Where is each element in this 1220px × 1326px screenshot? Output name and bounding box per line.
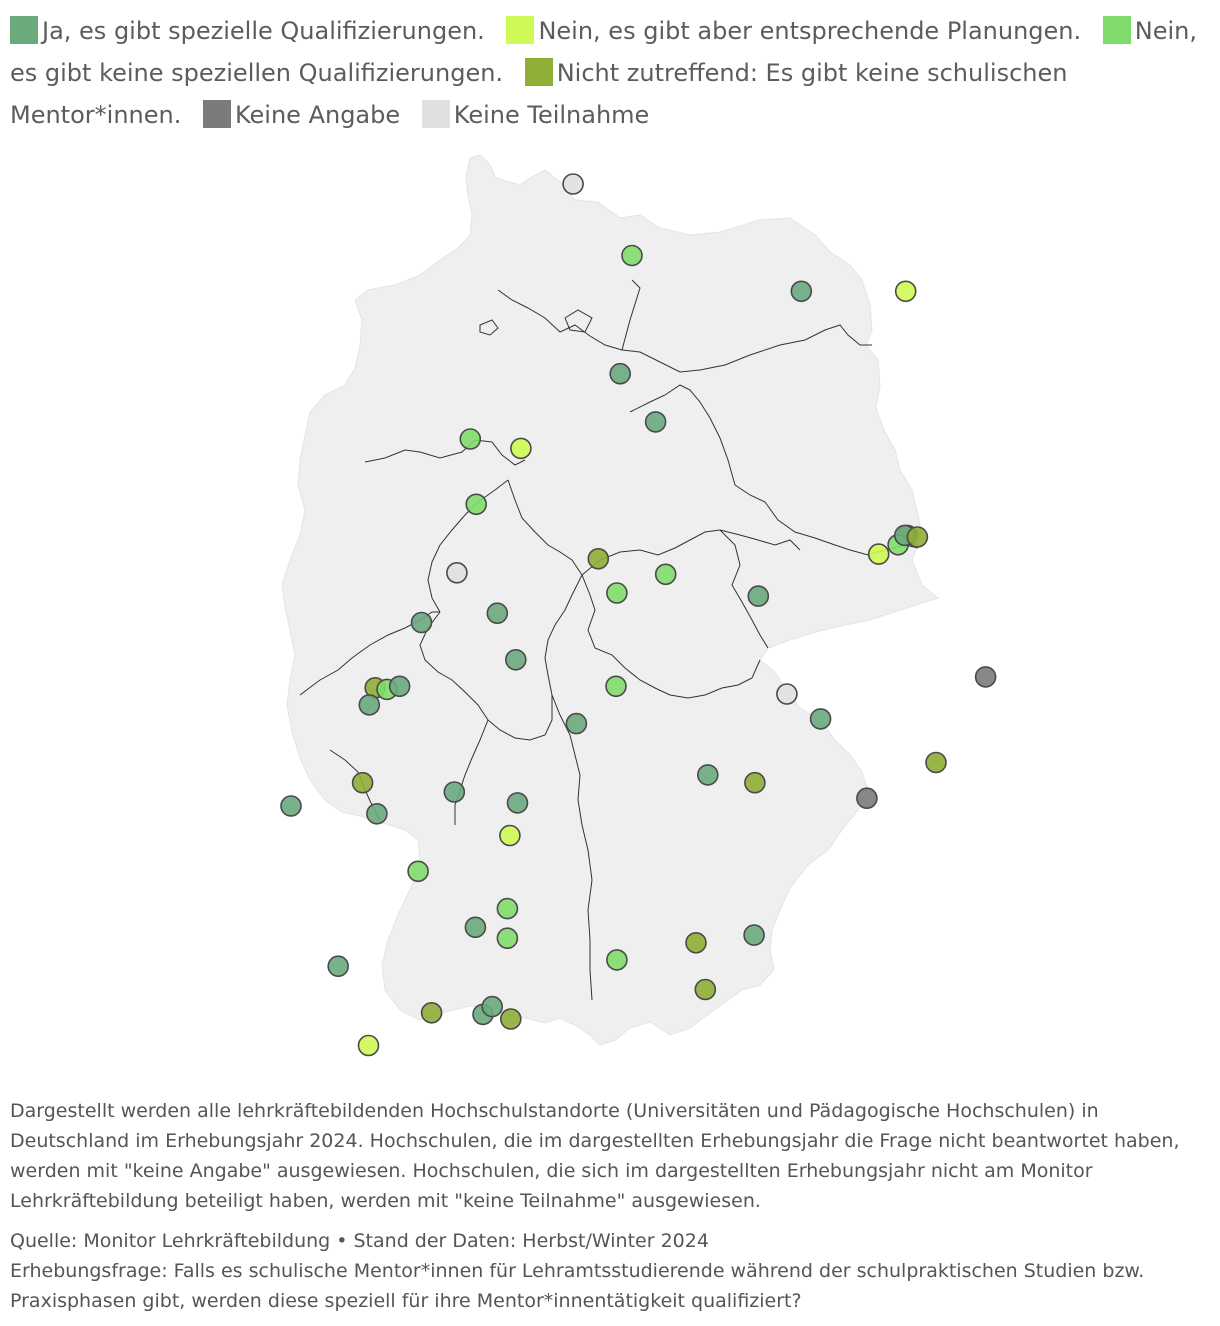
university-marker-ja[interactable] [367,804,387,824]
legend-swatch [1103,16,1131,44]
legend [10,10,1205,136]
university-marker-nz[interactable] [745,773,765,793]
university-marker-ja[interactable] [646,412,666,432]
legend-swatch [422,100,450,128]
university-marker-ka[interactable] [976,667,996,687]
university-marker-ja[interactable] [444,782,464,802]
university-marker-ja[interactable] [566,714,586,734]
university-marker-nein[interactable] [466,494,486,514]
university-marker-nz[interactable] [926,753,946,773]
university-marker-nz[interactable] [588,549,608,569]
university-marker-nein[interactable] [408,861,428,881]
legend-swatch [203,100,231,128]
legend-item-keine-angabe[interactable] [203,101,400,129]
university-marker-kt[interactable] [563,174,583,194]
footnote-question: Erhebungsfrage: Falls es schulische Mentor*innen für Lehramtsstudierende während der schulpraktischen Studien bzw. Praxisphasen gibt, werden diese speziell für ihre Mentor*innentätigkeit qualifiziert? [10,1260,1145,1312]
university-marker-nz[interactable] [686,933,706,953]
university-marker-nein[interactable] [656,564,676,584]
university-marker-ja[interactable] [412,613,432,633]
university-marker-ka[interactable] [857,788,877,808]
university-marker-nein[interactable] [497,928,517,948]
legend-swatch [10,16,38,44]
legend-swatch [506,16,534,44]
university-marker-ja[interactable] [698,765,718,785]
university-marker-ja[interactable] [328,956,348,976]
university-marker-ja[interactable] [748,586,768,606]
university-marker-ja[interactable] [791,281,811,301]
footnote [10,1096,1205,1316]
university-marker-ja[interactable] [811,709,831,729]
legend-swatch [525,58,553,86]
university-marker-nein[interactable] [606,676,626,696]
footnote-description: Dargestellt werden alle lehrkräftebildenden Hochschulstandorte (Universitäten und Pädagogische Hochschulen) in Deutschland im Erhebungsjahr 2024. Hochschulen, die im dargestellten Erhebungsjahr die Frage nicht beantwortet haben, werden mit "keine Angabe" ausgewiesen. Hochschulen, die sich im dargestellten Erhebungsjahr nicht am Monitor Lehrkräftebildung beteiligt haben, werden mit "keine Teilnahme" ausgewiesen. [10,1100,1180,1212]
university-marker-nz[interactable] [907,527,927,547]
university-marker-ja[interactable] [487,603,507,623]
legend-label: Keine Angabe [234,101,401,129]
university-marker-ja[interactable] [482,997,502,1017]
university-marker-ja[interactable] [281,796,301,816]
university-marker-nein[interactable] [497,899,517,919]
university-marker-planung[interactable] [359,1036,379,1056]
university-marker-ja[interactable] [465,917,485,937]
map-canvas [0,140,1220,1070]
university-marker-ja[interactable] [508,793,528,813]
university-marker-planung[interactable] [896,281,916,301]
legend-label: Nein, es gibt aber entsprechende Planungen. [538,17,1082,45]
university-marker-ja[interactable] [610,364,630,384]
legend-item-planung[interactable] [506,17,1081,45]
university-marker-nz[interactable] [353,773,373,793]
university-marker-kt[interactable] [777,684,797,704]
university-marker-nz[interactable] [695,980,715,1000]
legend-label: Nein, es gibt keine speziellen Qualifizierungen. [10,17,1198,87]
university-marker-ja[interactable] [359,695,379,715]
germany-map [0,140,1220,1070]
university-marker-ja[interactable] [506,650,526,670]
university-marker-nein[interactable] [607,583,627,603]
university-marker-planung[interactable] [500,826,520,846]
university-marker-planung[interactable] [511,438,531,458]
university-marker-ja[interactable] [744,925,764,945]
legend-label: Ja, es gibt spezielle Qualifizierungen. [42,17,485,45]
university-marker-nein[interactable] [607,950,627,970]
university-marker-nein[interactable] [622,246,642,266]
university-marker-ja[interactable] [390,676,410,696]
legend-label: Nicht zutreffend: Es gibt keine schulischen Mentor*innen. [10,59,1068,129]
footnote-source: Quelle: Monitor Lehrkräftebildung • Stand der Daten: Herbst/Winter 2024 [10,1230,709,1252]
university-marker-nz[interactable] [422,1003,442,1023]
legend-item-ja[interactable] [10,17,485,45]
legend-item-keine-teilnahme[interactable] [422,101,650,129]
university-marker-nz[interactable] [501,1009,521,1029]
university-marker-planung[interactable] [869,544,889,564]
university-marker-nein[interactable] [460,429,480,449]
legend-label: Keine Teilnahme [453,101,650,129]
university-marker-kt[interactable] [447,563,467,583]
